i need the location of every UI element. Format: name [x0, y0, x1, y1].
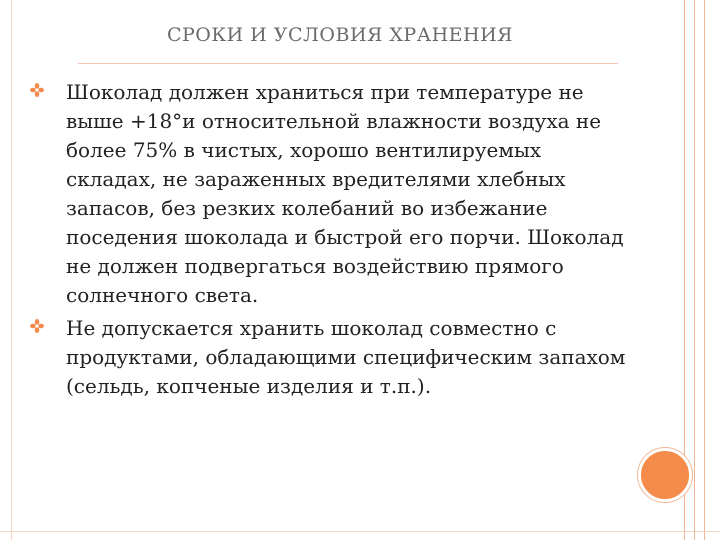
title-divider [78, 63, 618, 64]
frame-line-right [704, 0, 705, 540]
frame-line-bottom [0, 531, 720, 532]
slide-title: СРОКИ И УСЛОВИЯ ХРАНЕНИЯ [166, 24, 514, 46]
bullet-list [30, 78, 630, 405]
decorative-circle [638, 448, 692, 502]
frame-line-left [11, 0, 12, 540]
bullet-text: Не допускается хранить шоколад совместно с продуктами, обладающими специфическим запахом (сельдь, копченые изделия и т.п.). [66, 316, 626, 398]
list-item [30, 314, 630, 401]
star-flower-icon [30, 83, 44, 97]
frame-line-right [694, 0, 695, 540]
bullet-text: Шоколад должен храниться при температуре не выше +18°и относительной влажности воздуха не более 75% в чистых, хорошо вентилируемых складах, не зараженных вредителями хлебных запасов, без резких колебаний во избежание поседения шоколада и быстрой его порчи. Шоколад не должен подвергаться воздействию прямого солнечного света. [66, 80, 624, 307]
list-item [30, 78, 630, 310]
star-flower-icon [30, 319, 44, 333]
